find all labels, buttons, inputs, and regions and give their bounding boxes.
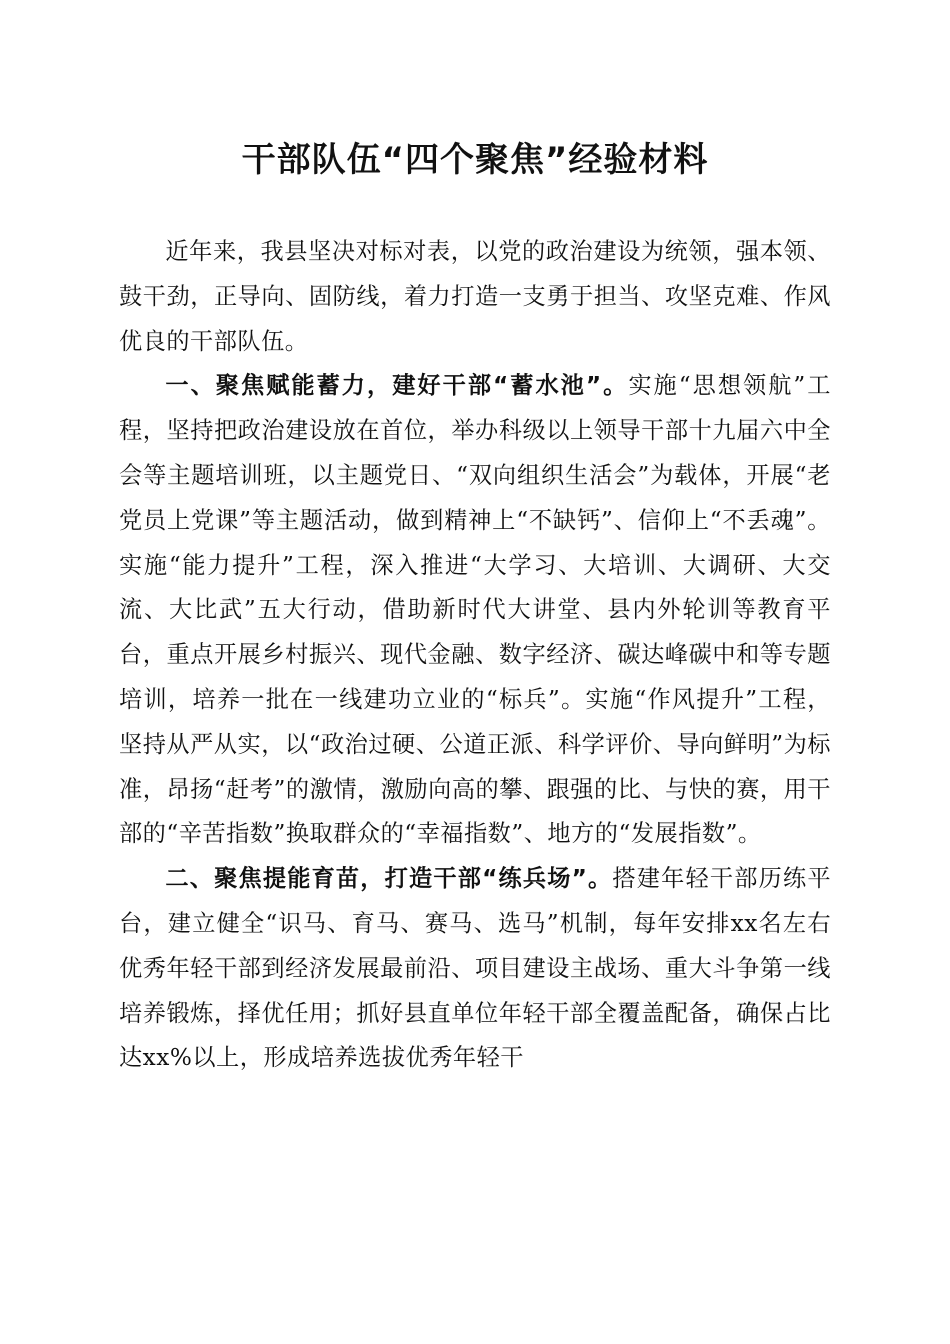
intro-paragraph-text: 近年来，我县坚决对标对表，以党的政治建设为统领，强本领、鼓干劲，正导向、固防线，着力打造一支勇于担当、攻坚克难、作风优良的干部队伍。 (119, 238, 831, 355)
section-one-text: 实施“思想领航”工程，坚持把政治建设放在首位，举办科级以上领导干部十九届六中全会等主题培训班，以主题党日、“双向组织生活会”为载体，开展“老党员上党课”等主题活动，做到精神上“不缺钙”、信仰上“不丢魂”。实施“能力提升”工程，深入推进“大学习、大培训、大调研、大交流、大比武”五大行动，借助新时代大讲堂、县内外轮训等教育平台，重点开展乡村振兴、现代金融、数字经济、碳达峰碳中和等专题培训，培养一批在一线建功立业的“标兵”。实施“作风提升”工程，坚持从严从实，以“政治过硬、公道正派、科学评价、导向鲜明”为标准，昂扬“赶考”的激情，激励向高的攀、跟强的比、与快的赛，用干部的“辛苦指数”换取群众的“幸福指数”、地方的“发展指数”。 (119, 372, 831, 848)
section-two-text: 搭建年轻干部历练平台，建立健全“识马、育马、赛马、选马”机制，每年安排xx名左右优秀年轻干部到经济发展最前沿、项目建设主战场、重大斗争第一线培养锻炼，择优任用；抓好县直单位年轻干部全覆盖配备，确保占比达xx%以上，形成培养选拔优秀年轻干 (119, 865, 832, 1072)
section-one-paragraph (119, 364, 831, 857)
document-body (119, 230, 831, 1081)
section-two-heading: 二、聚焦提能育苗，打造干部“练兵场”。 (165, 865, 613, 893)
section-one-heading: 一、聚焦赋能蓄力，建好干部“蓄水池”。 (165, 372, 629, 400)
document-title: 干部队伍“四个聚焦”经验材料 (241, 140, 709, 180)
intro-paragraph (119, 230, 831, 364)
section-two-paragraph (119, 857, 831, 1081)
